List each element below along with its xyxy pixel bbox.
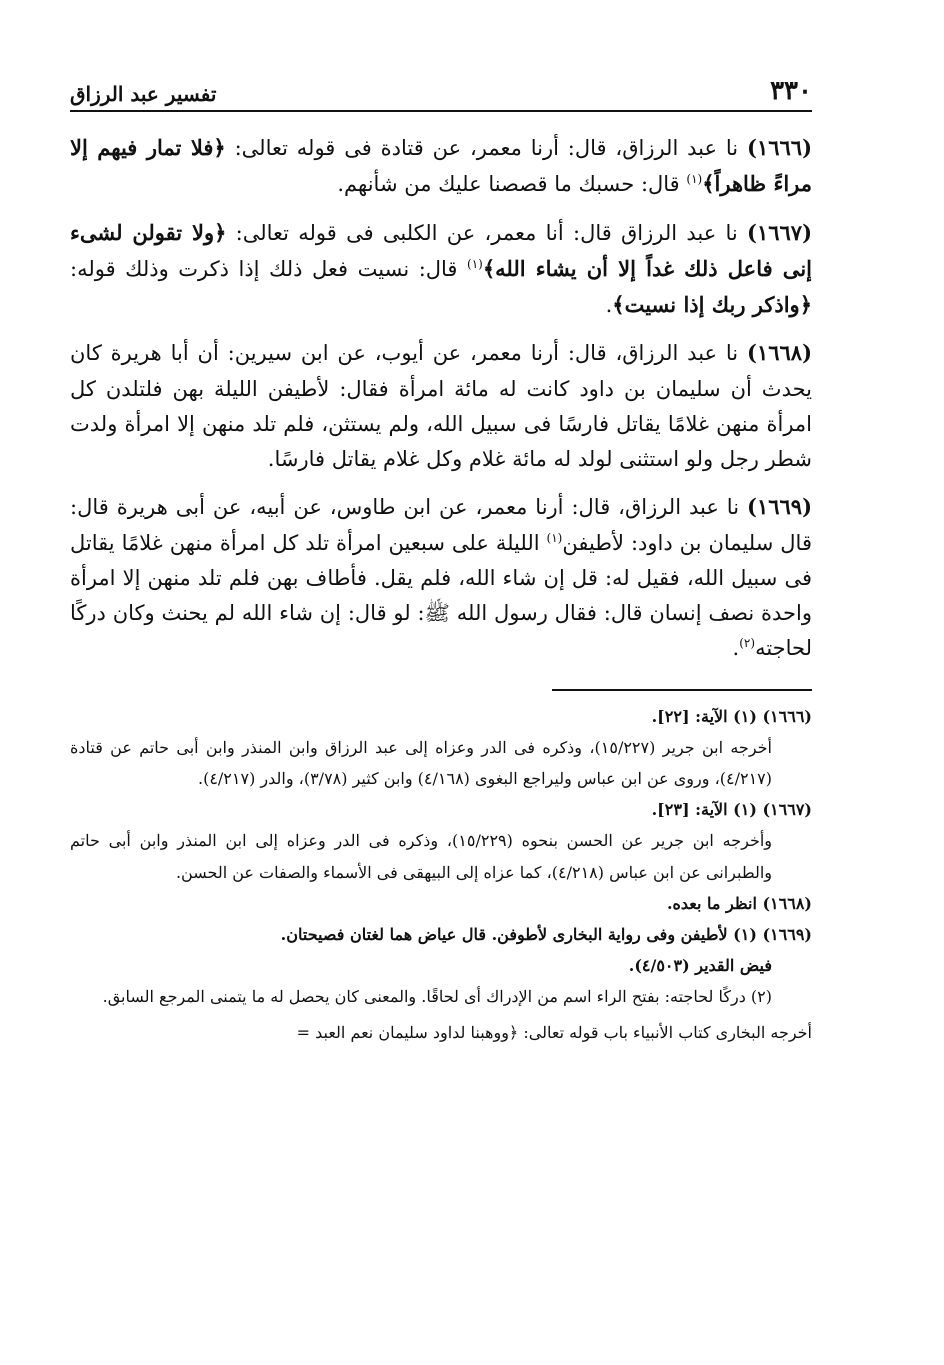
quran-bracket-open: ﴿ (213, 135, 226, 160)
footnote-1667-body: وأخرجه ابن جرير عن الحسن بنحوه (١٥/٢٢٩)، وذكره فى الدر وعزاه إلى ابن المنذر وابن أبى حاتم والطبرانى عن ابن عباس (٤/٢١٨)، كما عزاه إلى البيهقى فى الأسماء والصفات عن الحسن. (70, 831, 773, 882)
hadith-number: (١٦٦٨) (747, 340, 812, 366)
footnote-1667-head: (١٦٦٧) (١) الآية: [٢٣]. (651, 800, 812, 820)
footnote-ref: (١) (467, 256, 483, 271)
quran-bracket-close: ﴾ (612, 292, 625, 318)
footnote-1666-body: أخرجه ابن جرير (١٥/٢٢٧)، وذكره فى الدر وعزاه إلى عبد الرزاق وابن المنذر وابن أبى حاتم عن قتادة (٤/٢١٧)، وروى عن ابن عباس وليراجع البغوى (٤/١٦٨) وابن كثير (٣/٧٨)، والدر (٤/٢١٧). (70, 737, 772, 789)
header-rule (70, 110, 812, 112)
footnote-1668: (١٦٦٨) انظر ما بعده. (666, 893, 812, 913)
quran-bracket-close: ﴾ (702, 171, 715, 197)
footnote-1669-source: فيض القدير (٤/٥٠٣). (628, 956, 772, 976)
quran-verse: ولا تقولن لشىء إنى فاعل ذلك غداً إلا أن يشاء الله (70, 219, 812, 281)
hadith-text: نا عبد الرزاق قال: أنا معمر، عن الكلبى فى قوله تعالى: (226, 220, 747, 245)
footnotes (70, 701, 812, 1048)
hadith-text: . (732, 636, 740, 661)
hadith-text: قال: حسبك ما قصصنا عليك من شأنهم. (337, 172, 687, 197)
footnote-ref: (١) (686, 172, 703, 187)
page-number: ٣٣٠ (770, 76, 812, 106)
running-title: تفسير عبد الرزاق (70, 82, 217, 106)
book-page (70, 60, 812, 1048)
hadith-1668 (70, 335, 812, 477)
quran-bracket-close: ﴾ (482, 255, 496, 281)
hadith-number: (١٦٦٩) (747, 494, 812, 520)
quran-verse: فلا تمار فيهم إلا مراءً ظاهراً (70, 135, 812, 197)
page-header (70, 60, 812, 104)
footnote-1669-1: (١٦٦٩) (١) لأطيفن وفى رواية البخارى لأطوفن. قال عياض هما لغتان فصيحتان. (280, 925, 812, 945)
footnote-separator (552, 689, 812, 691)
hadith-text: نا عبد الرزاق، قال: أرنا معمر، عن قتادة فى قوله تعالى: (225, 136, 747, 160)
footnote-ref: (١) (546, 530, 563, 545)
hadith-1667 (70, 215, 812, 324)
hadith-text: نا عبد الرزاق، قال: أرنا معمر، عن أيوب، عن ابن سيرين: أن أبا هريرة كان يحدث أن سليمان بن داود كانت له مائة امرأة فقال: لأطيفن الليلة بهن فلتلدن كل امرأة منهن غلامًا يقاتل فارسًا فى سبيل الله، ولم يستثن، فلم تلد منهن إلا امرأة ولدت شطر رجل ولو استثنى لولد له مائة غلام وكل غلام يقاتل فارسًا. (70, 341, 812, 472)
footnote-ref: (٢) (739, 636, 756, 651)
hadith-text: . (605, 293, 613, 318)
hadith-text: نا عبد الرزاق، قال: أرنا معمر، عن ابن طاوس، عن أبيه، عن أبى هريرة قال: قال سليمان بن داود: لأطيفن (70, 495, 812, 555)
quran-verse: واذكر ربك إذا نسيت (624, 292, 800, 318)
footnote-1669-3: أخرجه البخارى كتاب الأنبياء باب قوله تعالى: ﴿ووهبنا لداود سليمان نعم العبد = (296, 1022, 812, 1042)
footnote-1666-head: (١٦٦٦) (١) الآية: [٢٢]. (651, 706, 812, 726)
hadith-text: قال: نسيت فعل ذلك إذا ذكرت وذلك قوله: (70, 256, 467, 281)
quran-bracket-open: ﴿ (214, 219, 227, 245)
hadith-1669 (70, 489, 812, 666)
quran-bracket-open: ﴿ (799, 292, 812, 318)
hadith-text: الليلة على سبعين امرأة تلد كل امرأة منهن غلامًا يقاتل فى سبيل الله، فقيل له: قل إن شاء الله، فلم يقل. فأطاف بهن فلم تلد منهن إلا امرأة واحدة نصف إنسان قال: فقال رسول الله ﷺ: لو قال: إن شاء الله لم يحنث وكان دركًا لحاجته (70, 530, 812, 661)
hadith-1666 (70, 130, 812, 203)
main-text (70, 130, 812, 667)
hadith-number: (١٦٦٧) (747, 219, 812, 245)
hadith-number: (١٦٦٦) (747, 135, 812, 160)
footnote-1669-2: (٢) دركًا لحاجته: بفتح الراء اسم من الإدراك أى لحاقًا. والمعنى كان يحصل له ما يتمنى المرجع السابق. (102, 987, 772, 1007)
